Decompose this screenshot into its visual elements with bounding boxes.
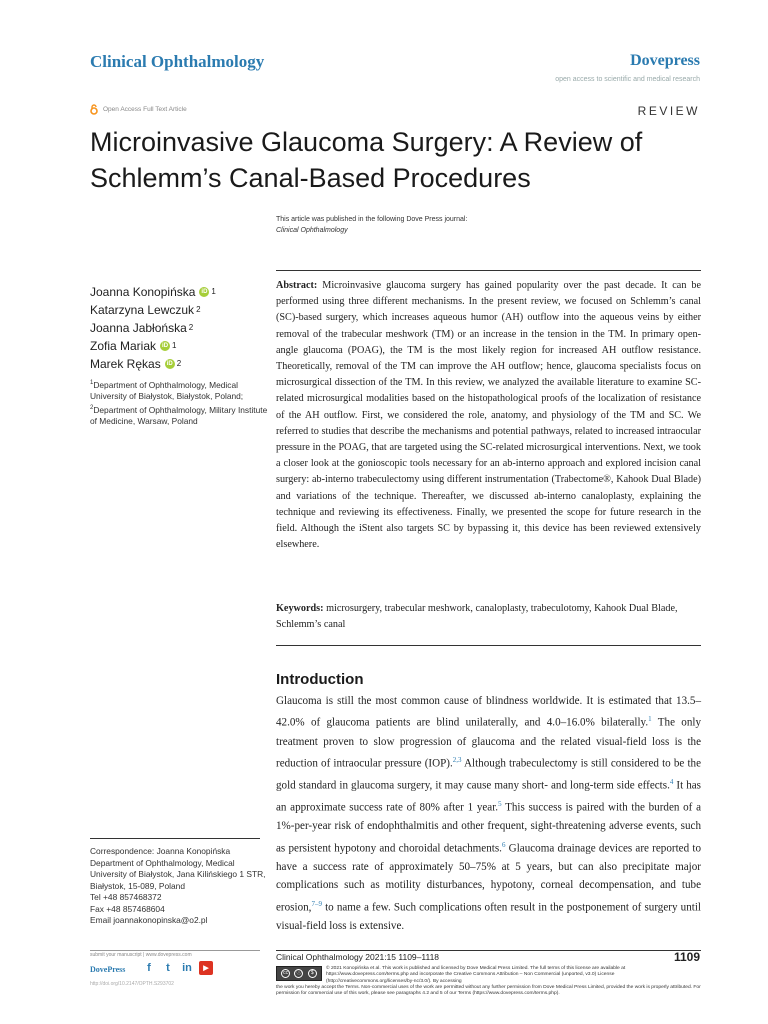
keywords-text: microsurgery, trabecular meshwork, canaloplasty, trabeculotomy, Kahook Dual Blade, Schlemm’s canal: [276, 603, 678, 630]
publication-note-text: This article was published in the following Dove Press journal:: [276, 216, 468, 223]
author[interactable]: Marek Rękas iD 2: [90, 357, 182, 371]
citation-link[interactable]: 4: [669, 778, 674, 786]
twitter-icon[interactable]: t: [166, 962, 170, 974]
linkedin-icon[interactable]: in: [182, 962, 192, 974]
abstract-label: Abstract:: [276, 280, 318, 291]
abstract: [276, 278, 701, 553]
submit-manuscript-link[interactable]: submit your manuscript | www.dovepress.com: [90, 952, 192, 958]
affiliation-number: 2: [90, 404, 94, 411]
cc-license-icon[interactable]: [276, 966, 322, 981]
affiliation-number: 1: [90, 380, 94, 386]
citation-link[interactable]: 5: [498, 800, 502, 809]
publication-note-journal[interactable]: Clinical Ophthalmology: [276, 227, 348, 234]
correspondence-address: Department of Ophthalmology, Medical University of Białystok, Jana Kilińskiego 1 STR, Białystok, 15-089, Poland: [90, 857, 266, 891]
body-text: Glaucoma drainage devices are reported to have a success rate of approximately 50–75% at 5 years, but can also precipitate major complications such as motility disturbances, hypotony, corneal decompensation, and tube erosion,: [276, 842, 701, 914]
citation-link[interactable]: 6: [501, 840, 506, 849]
publisher-logo[interactable]: Dovepress: [630, 52, 700, 69]
author[interactable]: Joanna Jabłońska 2: [90, 321, 194, 335]
author-list: [90, 283, 216, 373]
publisher-tagline: open access to scientific and medical research: [555, 76, 700, 83]
citation-link[interactable]: 2,3: [452, 755, 462, 764]
author-name[interactable]: Katarzyna Lewczuk: [90, 303, 195, 317]
correspondence-rule: [90, 838, 260, 839]
section-heading-introduction: Introduction: [276, 671, 364, 688]
keywords: [276, 601, 701, 633]
facebook-icon[interactable]: f: [147, 962, 151, 974]
body-text: Although trabeculectomy is still considered to be the gold standard in glaucoma surgery, it may cause many short- and long-term side effects.: [276, 757, 701, 792]
keywords-label: Keywords:: [276, 603, 324, 614]
abstract-top-rule: [276, 270, 701, 271]
body-text: The only treatment proven to slow progression of glaucoma and the related visual-field loss is the reduction of intraocular pressure (IOP).: [276, 717, 702, 770]
author-name[interactable]: Joanna Jabłońska: [90, 321, 187, 335]
correspondence: [90, 846, 270, 927]
social-links: [142, 961, 213, 975]
page-number: 1109: [673, 950, 700, 964]
abstract-text: Microinvasive glaucoma surgery has gained popularity over the past decade. It can be performed using three different mechanisms. In the present review, we focused on Schlemm’s canal (SC)-based surgery, which increases aqueous humor (AH) outflow into the aqueous veins by either removal of the trabecular meshwork (TM) or an increase in the tension in the TM. In primary open-angle glaucoma (POAG), the TM is the most likely region for increased AH outflow resistance. Theoretically, removal of the TM can improve the AH outflow; hence, glaucoma specialists focus on microsurgical dissection of the TM. In this review, we analyzed the available literature to examine SC-related microsurgical modalities based on the histopathological proofs of the localization of resistance of the AH outflow. First, we considered the role, anatomy, and physiology of the TM and SC. We referred to studies that describe the mechanisms and potential pathways, related to increased intraocular pressure in the POAG, that are targeted using the SC-related microsurgical interventions. Next, we took a closer look at the gonioscopic tools necessary for an ab-interno approach and explored incision canal surgery: ab-interno trabeculectomy using different instrumentation (Trabectome®, Kahook Dual Blade) and variations of the technique. Thereafter, we discussed ab-interno canaloplasty, explaining the technique and reviewing its effectiveness. Finally, we presented the scope for future research in the field. Although the iStent also targets SC by bypassing it, this device has been reviewed extensively elsewhere.: [276, 280, 701, 551]
correspondence-fax: Fax +48 857468604: [90, 903, 165, 914]
affiliation: [90, 378, 270, 403]
article-type: REVIEW: [637, 104, 700, 118]
open-access-label: Open Access Full Text Article: [103, 106, 187, 113]
publication-note: [276, 214, 467, 236]
footer-left-rule: [90, 950, 260, 951]
license-text-continued: the work you hereby accept the Terms. Non-commercial uses of the work are permitted without any further permission from Dove Medical Press Limited, provided the work is properly attributed. For permission for commercial use of this work, please see paragraphs 4.2 and 5 of our Terms (https://www.dovepress.com/terms.php).: [276, 985, 701, 997]
noncommercial-icon: $: [308, 969, 317, 978]
correspondence-name: Correspondence: Joanna Konopińska: [90, 846, 231, 856]
introduction-body: [276, 692, 701, 935]
body-text: It has an approximate success rate of 80% after 1 year.: [276, 779, 701, 814]
author-name[interactable]: Zofia Mariak: [90, 339, 157, 353]
body-text: This success is paired with the burden of a 1%-per-year risk of endophthalmitis and other frequent, sight-threatening adverse events, such as persistent hypotony and choroidal detachments.: [276, 801, 701, 855]
orcid-icon[interactable]: iD: [201, 289, 208, 295]
affiliations: [90, 378, 270, 428]
correspondence-tel: Tel +48 857468372: [90, 892, 162, 902]
footer-brand[interactable]: DovePress: [90, 965, 126, 974]
citation-link[interactable]: 7–9: [311, 899, 322, 908]
attribution-icon: ⓘ: [296, 970, 302, 976]
author[interactable]: Joanna Konopińska iD 1: [90, 285, 216, 299]
citation-link[interactable]: 1: [648, 715, 652, 724]
abstract-bottom-rule: [276, 645, 701, 646]
cc-mark: cc: [283, 970, 289, 976]
affiliation-text: Department of Ophthalmology, Medical University of Białystok, Białystok, Poland;: [90, 379, 244, 402]
open-access-icon: [90, 104, 98, 115]
orcid-icon[interactable]: iD: [162, 343, 169, 349]
journal-title[interactable]: Clinical Ophthalmology: [90, 52, 265, 71]
author[interactable]: Zofia Mariak iD 1: [90, 339, 177, 353]
open-access-row: [90, 104, 187, 115]
author[interactable]: Katarzyna Lewczuk 2: [90, 303, 201, 317]
body-text: to name a few. Such complications often result in the postponement of surgery until visual-field loss is extensive.: [276, 901, 701, 932]
youtube-icon[interactable]: ▶: [199, 961, 213, 975]
footer-citation: Clinical Ophthalmology 2021:15 1109–1118: [276, 952, 440, 962]
body-text: Glaucoma is still the most common cause of blindness worldwide. It is estimated that 13.5–42.0% of glaucoma patients are blind unilaterally, and 4.0–16.0% bilaterally.: [276, 695, 701, 730]
affiliation: [90, 403, 270, 428]
correspondence-email[interactable]: Email joannakonopinska@o2.pl: [90, 915, 208, 925]
footer-rule: [276, 950, 701, 951]
doi-link[interactable]: http://doi.org/10.2147/OPTH.S293702: [90, 981, 174, 987]
article-title: Microinvasive Glaucoma Surgery: A Review of Schlemm’s Canal-Based Procedures: [90, 127, 643, 193]
license-text: © 2021 Konopińska et al. This work is published and licensed by Dove Medical Press Limited. The full terms of this license are available at https://www.dovepress.com/terms.php and incorporate the Creative Commons Attribution – Non Commercial (unported, v3.0) License (http://creativecommons.org/licenses/by-nc/3.0/). By accessing: [326, 966, 626, 984]
author-name[interactable]: Joanna Konopińska: [90, 285, 196, 299]
author-name[interactable]: Marek Rękas: [90, 357, 161, 371]
orcid-icon[interactable]: iD: [166, 361, 173, 367]
affiliation-text: Department of Ophthalmology, Military Institute of Medicine, Warsaw, Poland: [90, 404, 268, 427]
